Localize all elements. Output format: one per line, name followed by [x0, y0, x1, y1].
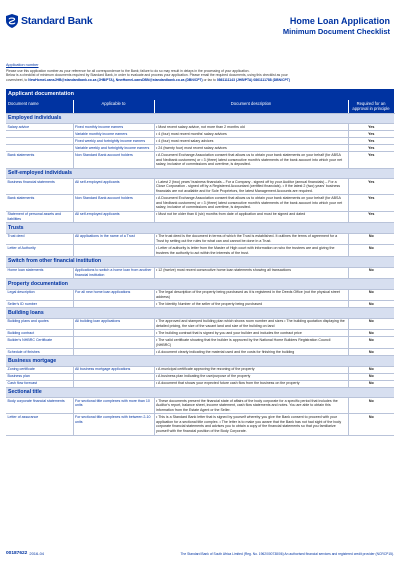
- table-row: [6, 138, 394, 145]
- required-cell: Yes: [348, 211, 394, 223]
- brand-logo: [6, 14, 93, 28]
- intro-line-2: Below is a checklist of minimum documents required by Standard Bank, in order to evaluate and process your application. Please email the required documents, using this checklist as your: [6, 73, 288, 78]
- intro-line-3: [6, 78, 394, 83]
- group-header-row: [6, 113, 394, 123]
- document-name-cell: [6, 145, 73, 152]
- group-header-row: [6, 356, 394, 366]
- required-cell: No: [348, 233, 394, 245]
- intro-text: [6, 63, 394, 83]
- table-row: [6, 398, 394, 414]
- description-cell: • A business plan indicating the use/purpose of the property: [154, 373, 348, 380]
- required-cell: Yes: [348, 145, 394, 152]
- fax-numbers: 0861111143 (JHB/PTA) 0861111788 (DBN/CPT): [216, 78, 290, 83]
- document-name-cell: Bank statements: [6, 195, 73, 211]
- form-date: 2016-04: [29, 551, 45, 556]
- required-cell: No: [348, 318, 394, 330]
- required-cell: Yes: [348, 131, 394, 138]
- section-header-row: [6, 89, 394, 100]
- document-name-cell: Body corporate financial statements: [6, 398, 73, 414]
- intro-line-3-pre: coversheet, to: [6, 78, 28, 83]
- description-cell: • 24 (twenty four) most recent salary advices: [154, 145, 348, 152]
- required-cell: No: [348, 330, 394, 337]
- table-row: [6, 330, 394, 337]
- applicable-to-cell: All self-employed applicants: [73, 178, 154, 194]
- section-title: Applicant documentation: [6, 89, 394, 100]
- description-cell: • The trust deed is the document in terms of which the Trust is established. It outlines the terms of agreement for a Trust by setting out the rules for what can and cannot be done in a Trust.: [154, 233, 348, 245]
- description-cell: • The Identity Number of the seller of the property being purchased: [154, 301, 348, 308]
- column-header-row: [6, 100, 394, 113]
- required-cell: No: [348, 380, 394, 387]
- intro-line-1: Please use this application number as your reference for all correspondence to the Bank; failure to do so may result in delays in the processing of your application.: [6, 68, 250, 73]
- document-subtitle: Minimum Document Checklist: [282, 27, 390, 36]
- description-cell: • A Document Exchange Association consent that allows us to obtain your bank statements on your behalf (for ABSA and Nedbank customers) or • 3 (three) latest consecutive month's statements of the bank account into which your net salary, inclusive of commissions and overtime, is deposited.: [154, 195, 348, 211]
- applicable-to-cell: [73, 245, 154, 257]
- description-cell: • Letter of authority is letter from the Master of High court with information on who the trustees are and giving the trustees the authority to act within the interests of the trust.: [154, 245, 348, 257]
- group-header-row: [6, 257, 394, 267]
- table-row: [6, 337, 394, 349]
- applicable-to-cell: Variable monthly income earners: [73, 131, 154, 138]
- standard-bank-shield-icon: [6, 14, 18, 28]
- description-cell: • The building contract that is signed by you and your builder and includes the contract price: [154, 330, 348, 337]
- table-row: [6, 301, 394, 308]
- table-row: [6, 211, 394, 223]
- applicable-to-cell: [73, 330, 154, 337]
- description-cell: • 12 (twelve) most recent consecutive home loan statements showing all transactions: [154, 267, 348, 279]
- description-cell: • This is a Standard Bank letter that is signed by yourself whereby you give the Bank consent to proceed with your application for a sectional title complex. • The letter is to make you aware that the Bank has not had sight of the body corporate financial statements and advises you to obtain a copy of the financial statements so that you familiarize yourself with the financial position of the Body Corporate.: [154, 414, 348, 435]
- applicable-to-cell: Fixed weekly and fortnightly income earners: [73, 138, 154, 145]
- description-cell: • The valid certificate showing that the builder is approved by the National Home Builders Registration Council (NHBRC): [154, 337, 348, 349]
- description-cell: • A Document Exchange Association consent that allows us to obtain your bank statements on your behalf (for ABSA and Nedbank customers) or • 3 (three) latest consecutive month's statements of the bank account into which your net salary, inclusive of commissions and overtime, is deposited.: [154, 152, 348, 168]
- required-cell: No: [348, 398, 394, 414]
- page-footer: [6, 551, 394, 556]
- column-header-description: Document description: [154, 100, 348, 113]
- document-name-cell: Trust deed: [6, 233, 73, 245]
- column-header-document: Document name: [6, 100, 73, 113]
- required-cell: No: [348, 267, 394, 279]
- table-row: [6, 152, 394, 168]
- description-cell: • Most recent salary advice, not more than 2 months old: [154, 123, 348, 130]
- table-row: [6, 289, 394, 301]
- group-header-row: [6, 223, 394, 233]
- applicable-to-cell: For sectional title complexes with more than 10 units: [73, 398, 154, 414]
- applicable-to-cell: For all new home loan applications: [73, 289, 154, 301]
- table-row: [6, 366, 394, 373]
- document-name-cell: Business financial statements: [6, 178, 73, 194]
- required-cell: No: [348, 366, 394, 373]
- document-name-cell: Statement of personal assets and liabilities: [6, 211, 73, 223]
- document-name-cell: Home loan statements: [6, 267, 73, 279]
- group-header-row: [6, 308, 394, 318]
- group-title: Building loans: [6, 308, 394, 318]
- description-cell: • 4 (four) most recent salary advices: [154, 138, 348, 145]
- applicable-to-cell: Fixed monthly income earners: [73, 123, 154, 130]
- applicable-to-cell: All business mortgage applications: [73, 366, 154, 373]
- document-name-cell: Letter of Authority: [6, 245, 73, 257]
- table-row: [6, 123, 394, 130]
- table-row: [6, 145, 394, 152]
- table-row: [6, 267, 394, 279]
- applicable-to-cell: Non Standard Bank account holders: [73, 152, 154, 168]
- document-name-cell: [6, 138, 73, 145]
- column-header-required: Required for an approval in principle: [348, 100, 394, 113]
- table-row: [6, 318, 394, 330]
- email-addresses[interactable]: NewHomeLoansJHB@standardbank.co.za (JHB/PTA), NewHomeLoansDBN@standardbank.co.za (DBN/CPT): [28, 78, 203, 83]
- table-row: [6, 245, 394, 257]
- document-title-block: [283, 16, 390, 36]
- applicable-to-cell: [73, 349, 154, 356]
- table-row: [6, 195, 394, 211]
- description-cell: • A document that shows your expected future cash flow from the business on the property: [154, 380, 348, 387]
- document-checklist-table: [6, 89, 395, 436]
- required-cell: Yes: [348, 152, 394, 168]
- required-cell: No: [348, 414, 394, 435]
- required-cell: No: [348, 349, 394, 356]
- group-title: Property documentation: [6, 279, 394, 289]
- checklist-body: [6, 89, 394, 435]
- legal-disclaimer: The Standard Bank of South Africa Limited (Reg. No. 1962/000738/06) An authorised financial services and registered credit provider (NCRCP15).: [180, 551, 394, 556]
- description-cell: • A municipal certificate approving the rezoning of the property: [154, 366, 348, 373]
- brand-name: Standard Bank: [21, 15, 93, 27]
- description-cell: • Latest 2 (two) years' business financials – For a Company - signed off by your Auditor (annual financials) – For a Close Corporation - signed off by a Registered Accountant (certified financials). • If the latest 2 (two) years' business financials are not available and for Sole Proprietors, the latest Management Accounts are required.: [154, 178, 348, 194]
- required-cell: Yes: [348, 178, 394, 194]
- document-name-cell: Salary advice: [6, 123, 73, 130]
- form-number: 00187622: [6, 551, 28, 556]
- applicable-to-cell: [73, 301, 154, 308]
- description-cell: • Must not be older than 6 (six) months from date of application and must be signed and dated: [154, 211, 348, 223]
- page-header: [6, 14, 394, 54]
- document-name-cell: Business plan: [6, 373, 73, 380]
- applicable-to-cell: For sectional title complexes with between 2-10 units: [73, 414, 154, 435]
- applicable-to-cell: [73, 337, 154, 349]
- table-row: [6, 373, 394, 380]
- intro-line-3-mid: or fax to: [203, 78, 216, 83]
- document-name-cell: Letter of assurance: [6, 414, 73, 435]
- group-header-row: [6, 279, 394, 289]
- group-title: Trusts: [6, 223, 394, 233]
- applicable-to-cell: Non Standard Bank account holders: [73, 195, 154, 211]
- document-name-cell: Builder's NHBRC Certificate: [6, 337, 73, 349]
- document-name-cell: Seller's ID number: [6, 301, 73, 308]
- group-title: Sectional title: [6, 387, 394, 397]
- document-name-cell: Legal description: [6, 289, 73, 301]
- table-row: [6, 178, 394, 194]
- description-cell: • These documents present the financial state of affairs of the body corporate for a specific period that includes the Auditor's report, balance sheet, income statement, cash flow statements and notes. You are able to obtain this information from the Estate Agent or the Seller.: [154, 398, 348, 414]
- description-cell: • A document clearly indicating the material used and the costs for finishing the building: [154, 349, 348, 356]
- document-name-cell: Building contract: [6, 330, 73, 337]
- required-cell: Yes: [348, 123, 394, 130]
- table-row: [6, 349, 394, 356]
- required-cell: No: [348, 301, 394, 308]
- group-header-row: [6, 387, 394, 397]
- applicable-to-cell: All building loan applications: [73, 318, 154, 330]
- document-name-cell: Cash flow forecast: [6, 380, 73, 387]
- document-name-cell: Zoning certificate: [6, 366, 73, 373]
- applicable-to-cell: [73, 380, 154, 387]
- required-cell: No: [348, 337, 394, 349]
- table-row: [6, 131, 394, 138]
- table-row: [6, 233, 394, 245]
- group-header-row: [6, 168, 394, 178]
- document-name-cell: [6, 131, 73, 138]
- required-cell: No: [348, 245, 394, 257]
- description-cell: • The approved and stamped building plan which shows room number and sizes • The building quotation displaying the detailed pricing, the size of the vacant land and size of the building on land: [154, 318, 348, 330]
- applicable-to-cell: All self-employed applicants: [73, 211, 154, 223]
- document-name-cell: Building plans and quotes: [6, 318, 73, 330]
- required-cell: Yes: [348, 195, 394, 211]
- description-cell: • 4 (four) most recent months' salary advices: [154, 131, 348, 138]
- application-number-label: Application number: [6, 63, 39, 67]
- group-title: Employed individuals: [6, 113, 394, 123]
- applicable-to-cell: All applications in the name of a Trust: [73, 233, 154, 245]
- table-row: [6, 414, 394, 435]
- group-title: Business mortgage: [6, 356, 394, 366]
- document-title: Home Loan Application: [289, 16, 390, 26]
- required-cell: No: [348, 373, 394, 380]
- required-cell: Yes: [348, 138, 394, 145]
- document-name-cell: Schedule of finishes: [6, 349, 73, 356]
- required-cell: No: [348, 289, 394, 301]
- group-title: Switch from other financial institution: [6, 257, 394, 267]
- group-title: Self-employed individuals: [6, 168, 394, 178]
- column-header-applicable: Applicable to: [73, 100, 154, 113]
- description-cell: • The legal description of the property being purchased as it is registered in the Deeds Office (not the physical street address): [154, 289, 348, 301]
- applicable-to-cell: Applications to switch a home loan from another financial institution: [73, 267, 154, 279]
- document-name-cell: Bank statements: [6, 152, 73, 168]
- applicable-to-cell: Variable weekly and fortnightly income earners: [73, 145, 154, 152]
- table-row: [6, 380, 394, 387]
- applicable-to-cell: [73, 373, 154, 380]
